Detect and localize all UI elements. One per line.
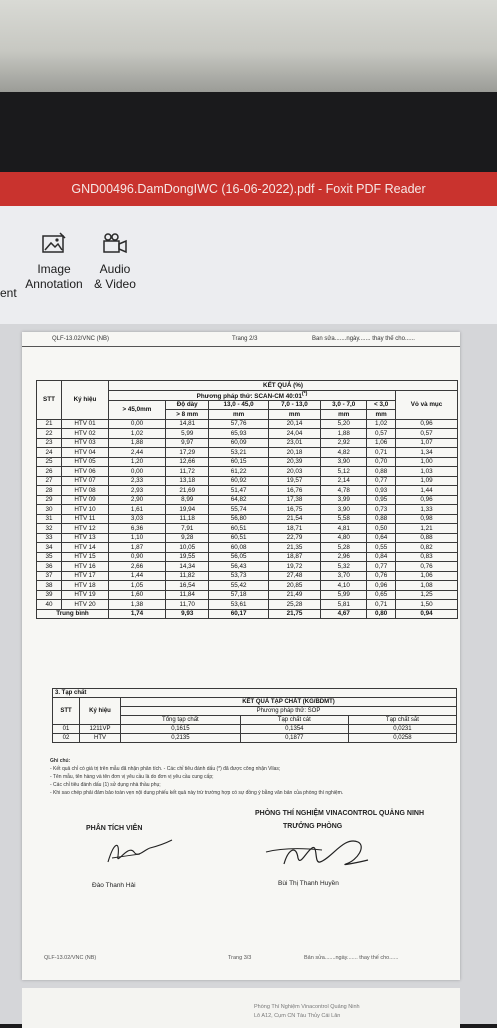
result-cell: 25,28 (268, 600, 321, 610)
result-cell: 1,61 (109, 505, 166, 515)
result-cell: 20,18 (268, 448, 321, 458)
result-cell: 0,96 (396, 495, 458, 505)
result-cell: HTV 11 (62, 514, 109, 524)
audio-video-label-2: & Video (94, 277, 136, 291)
result-cell: 27,48 (268, 571, 321, 581)
result-cell: 2,44 (109, 448, 166, 458)
result-row (37, 514, 458, 524)
result-cell: 0,70 (367, 457, 396, 467)
result-cell: 61,22 (209, 467, 268, 477)
result-cell: 9,97 (165, 438, 209, 448)
result-row (37, 590, 458, 600)
result-cell: 60,15 (209, 457, 268, 467)
result-cell: 14,81 (165, 419, 209, 429)
impurity-title: KẾT QUẢ TẠP CHẤT (KG/BDMT) (121, 698, 457, 707)
notes-line: - Các chỉ tiêu đánh dấu (1) sử dụng nhà thầu phụ; (50, 782, 161, 788)
result-cell: HTV 16 (62, 562, 109, 572)
result-cell: 3,03 (109, 514, 166, 524)
result-cell: 60,09 (209, 438, 268, 448)
result-cell: HTV 09 (62, 495, 109, 505)
notes-title: Ghi chú: (50, 758, 71, 764)
result-cell: 40 (37, 600, 62, 610)
average-cell: 9,93 (165, 609, 209, 619)
page-header-page: Trang 2/3 (232, 336, 258, 342)
result-cell: 26 (37, 467, 62, 477)
result-cell: 30 (37, 505, 62, 515)
result-row (37, 495, 458, 505)
result-cell: 53,21 (209, 448, 268, 458)
result-cell: 0,83 (396, 552, 458, 562)
ribbon-cut-label: ent (0, 286, 17, 300)
notes-line: - Kết quả chỉ có giá trị trên mẫu đã nhận phân tích. - Các chỉ tiêu đánh dấu (*) đã được công nhận Vilas; (50, 766, 281, 772)
imp-col-ky-hieu: Ký hiệu (80, 698, 121, 725)
average-cell: 4,67 (321, 609, 367, 619)
result-cell: 19,94 (165, 505, 209, 515)
result-cell: 2,90 (109, 495, 166, 505)
result-cell: 32 (37, 524, 62, 534)
result-cell: 0,55 (367, 543, 396, 553)
result-row (37, 562, 458, 572)
result-row (37, 543, 458, 553)
imp-col-iron: Tạp chất sắt (348, 716, 456, 725)
result-cell: 0,88 (367, 514, 396, 524)
result-cell: HTV 13 (62, 533, 109, 543)
result-row (37, 505, 458, 515)
result-cell: 1,50 (396, 600, 458, 610)
header-divider (22, 346, 460, 347)
result-cell: 11,82 (165, 571, 209, 581)
result-cell: 11,70 (165, 600, 209, 610)
average-label: Trung bình (37, 609, 109, 619)
result-cell: 19,72 (268, 562, 321, 572)
result-cell: 0,76 (396, 562, 458, 572)
result-cell: 0,93 (367, 486, 396, 496)
result-cell: 11,84 (165, 590, 209, 600)
analyst-title: PHÂN TÍCH VIÊN (86, 825, 143, 832)
result-cell: HTV 08 (62, 486, 109, 496)
result-cell: 0,82 (396, 543, 458, 553)
result-cell: 57,76 (209, 419, 268, 429)
result-cell: HTV 19 (62, 590, 109, 600)
result-cell: 34 (37, 543, 62, 553)
notes-line: - Tên mẫu, tên hàng và tên đơn vị yêu cầu là do đơn vị yêu cầu cung cấp; (50, 774, 214, 780)
result-row (37, 533, 458, 543)
result-cell: 0,95 (367, 495, 396, 505)
col-3-7-a: 3,0 - 7,0 (321, 400, 367, 410)
result-cell: 1,44 (396, 486, 458, 496)
col-13-45-a: 13,0 - 45,0 (209, 400, 268, 410)
results-title: KẾT QUẢ (%) (109, 381, 458, 391)
result-cell: 20,85 (268, 581, 321, 591)
result-cell: 1,10 (109, 533, 166, 543)
image-annotation-label-1: Image (37, 262, 71, 276)
result-cell: 1,87 (109, 543, 166, 553)
result-cell: 8,99 (165, 495, 209, 505)
result-cell: 0,73 (367, 505, 396, 515)
result-cell: 4,81 (321, 524, 367, 534)
result-cell: 53,61 (209, 600, 268, 610)
result-cell: 60,51 (209, 524, 268, 534)
video-camera-icon (102, 232, 128, 256)
background-wall (0, 0, 497, 92)
result-cell: 3,99 (321, 495, 367, 505)
result-cell: 1,00 (396, 457, 458, 467)
result-cell: 1,44 (109, 571, 166, 581)
result-cell: 18,71 (268, 524, 321, 534)
imp-col-total: Tổng tạp chất (121, 716, 241, 725)
result-row (37, 476, 458, 486)
result-cell: 38 (37, 581, 62, 591)
col-lt3-b: mm (367, 410, 396, 420)
result-cell: 1,38 (109, 600, 166, 610)
result-cell: 14,34 (165, 562, 209, 572)
col-gt45: > 45,0mm (109, 400, 166, 419)
result-cell: 55,74 (209, 505, 268, 515)
result-cell: 29 (37, 495, 62, 505)
result-cell: 1,06 (396, 571, 458, 581)
result-cell: 28 (37, 486, 62, 496)
result-cell: 55,42 (209, 581, 268, 591)
result-cell: HTV 01 (62, 419, 109, 429)
result-cell: 1,09 (396, 476, 458, 486)
result-cell: 21 (37, 419, 62, 429)
impurity-cell: 0,0258 (348, 734, 456, 743)
result-cell: HTV 05 (62, 457, 109, 467)
impurity-section-title: 3. Tạp chất (53, 689, 457, 698)
next-page-line: Phòng Thí Nghiệm Vinacontrol Quảng Ninh (254, 1004, 360, 1010)
result-cell: 1,08 (396, 581, 458, 591)
next-page-line: Lô A12, Cụm CN Tàu Thủy Cái Lân (254, 1013, 341, 1019)
result-row (37, 600, 458, 610)
result-cell: 0,57 (396, 429, 458, 439)
result-cell: 0,71 (367, 448, 396, 458)
result-cell: HTV 18 (62, 581, 109, 591)
result-cell: 56,05 (209, 552, 268, 562)
result-row (37, 429, 458, 439)
result-row (37, 438, 458, 448)
result-cell: 6,36 (109, 524, 166, 534)
result-cell: 0,00 (109, 467, 166, 477)
result-cell: 19,57 (268, 476, 321, 486)
result-cell: 4,80 (321, 533, 367, 543)
result-cell: 11,18 (165, 514, 209, 524)
result-cell: 1,60 (109, 590, 166, 600)
result-row (37, 524, 458, 534)
result-cell: 0,84 (367, 552, 396, 562)
result-cell: 5,99 (165, 429, 209, 439)
results-table (36, 380, 458, 619)
result-cell: 0,96 (396, 419, 458, 429)
result-cell: 1,05 (109, 581, 166, 591)
result-cell: 56,80 (209, 514, 268, 524)
head-name: Bùi Thị Thanh Huyền (278, 880, 339, 887)
col-stt: STT (37, 381, 62, 420)
result-cell: 21,69 (165, 486, 209, 496)
result-cell: 35 (37, 552, 62, 562)
result-cell: 57,18 (209, 590, 268, 600)
audio-video-button[interactable] (88, 232, 142, 292)
result-cell: HTV 14 (62, 543, 109, 553)
result-cell: 22,79 (268, 533, 321, 543)
result-cell: 37 (37, 571, 62, 581)
result-cell: HTV 20 (62, 600, 109, 610)
result-cell: 39 (37, 590, 62, 600)
window-title: GND00496.DamDongIWC (16-06-2022).pdf - Foxit PDF Reader (0, 172, 497, 206)
result-row (37, 552, 458, 562)
result-cell: 53,73 (209, 571, 268, 581)
result-cell: 5,12 (321, 467, 367, 477)
result-cell: 5,32 (321, 562, 367, 572)
impurity-cell: 0,1877 (240, 734, 348, 743)
result-cell: 0,77 (367, 476, 396, 486)
result-cell: 0,77 (367, 562, 396, 572)
result-cell: HTV 10 (62, 505, 109, 515)
result-cell: 5,20 (321, 419, 367, 429)
image-annotation-button[interactable] (22, 232, 86, 292)
ribbon-toolbar (0, 206, 497, 324)
col-7-13-b: mm (268, 410, 321, 420)
result-cell: 2,92 (321, 438, 367, 448)
result-cell: 21,54 (268, 514, 321, 524)
col-thickness-a: Độ dày (165, 400, 209, 410)
result-cell: 5,81 (321, 600, 367, 610)
analyst-signature (100, 832, 180, 872)
result-cell: 24,04 (268, 429, 321, 439)
result-row (37, 419, 458, 429)
result-cell: 4,82 (321, 448, 367, 458)
head-title: TRƯỞNG PHÒNG (283, 823, 343, 830)
result-cell: 3,90 (321, 505, 367, 515)
result-cell: 0,96 (367, 581, 396, 591)
average-cell: 0,94 (396, 609, 458, 619)
head-signature (262, 830, 372, 874)
result-row (37, 448, 458, 458)
results-method: Phương pháp thử: SCAN-CM 40:01(*) (109, 390, 396, 400)
impurity-cell: 0,2135 (121, 734, 241, 743)
result-cell: 0,64 (367, 533, 396, 543)
impurity-cell: 0,1354 (240, 725, 348, 734)
result-cell: 0,76 (367, 571, 396, 581)
result-cell: HTV 02 (62, 429, 109, 439)
result-row (37, 457, 458, 467)
result-cell: 7,91 (165, 524, 209, 534)
average-cell: 21,75 (268, 609, 321, 619)
average-cell: 60,17 (209, 609, 268, 619)
result-cell: 0,88 (396, 533, 458, 543)
col-vo-va-muc: Vỏ và mục (396, 390, 458, 419)
result-cell: 1,88 (109, 438, 166, 448)
result-cell: 3,70 (321, 571, 367, 581)
result-cell: 17,38 (268, 495, 321, 505)
analyst-name: Đào Thanh Hải (92, 882, 136, 889)
image-annotation-icon (41, 232, 67, 256)
result-cell: 19,55 (165, 552, 209, 562)
result-cell: 0,50 (367, 524, 396, 534)
result-cell: 2,66 (109, 562, 166, 572)
result-cell: 16,76 (268, 486, 321, 496)
result-cell: 21,35 (268, 543, 321, 553)
result-cell: 60,51 (209, 533, 268, 543)
result-cell: 2,93 (109, 486, 166, 496)
result-cell: 1,34 (396, 448, 458, 458)
impurity-method: Phương pháp thử: SOP (121, 707, 457, 716)
result-cell: 16,75 (268, 505, 321, 515)
result-cell: 16,54 (165, 581, 209, 591)
result-cell: HTV 03 (62, 438, 109, 448)
result-cell: HTV 17 (62, 571, 109, 581)
col-ky-hieu: Ký hiệu (62, 381, 109, 420)
result-cell: 24 (37, 448, 62, 458)
result-cell: 21,49 (268, 590, 321, 600)
average-cell: 1,74 (109, 609, 166, 619)
result-cell: 10,05 (165, 543, 209, 553)
result-cell: HTV 12 (62, 524, 109, 534)
result-cell: 0,90 (109, 552, 166, 562)
result-cell: 17,29 (165, 448, 209, 458)
page-footer-page: Trang 3/3 (228, 955, 252, 961)
impurity-cell: 02 (53, 734, 80, 743)
page-header-code: QLF-13.02/VNC (NB) (52, 336, 110, 342)
result-cell: 22 (37, 429, 62, 439)
result-cell: 33 (37, 533, 62, 543)
result-cell: 5,28 (321, 543, 367, 553)
result-cell: 60,08 (209, 543, 268, 553)
result-cell: 1,03 (396, 467, 458, 477)
result-cell: 56,43 (209, 562, 268, 572)
result-cell: 23,01 (268, 438, 321, 448)
result-cell: 13,18 (165, 476, 209, 486)
result-row (37, 581, 458, 591)
impurity-table (52, 688, 457, 743)
result-cell: HTV 04 (62, 448, 109, 458)
result-cell: 9,28 (165, 533, 209, 543)
page-footer-code: QLF-13.02/VNC (NB) (44, 955, 97, 961)
result-cell: 11,72 (165, 467, 209, 477)
result-cell: 1,07 (396, 438, 458, 448)
result-cell: 0,65 (367, 590, 396, 600)
notes-line: - Khi sao chép phải đảm bảo toàn vẹn nội dung phiếu kết quả này trừ trường hợp có sự đồng ý bằng văn bản của phòng thí nghiệm. (50, 790, 344, 796)
result-cell: 12,66 (165, 457, 209, 467)
result-cell: 1,06 (367, 438, 396, 448)
impurity-cell: 0,0231 (348, 725, 456, 734)
result-cell: 5,99 (321, 590, 367, 600)
page-header-revision: Ban sửa.......ngày....... thay thế cho...... (312, 336, 415, 342)
col-13-45-b: mm (209, 410, 268, 420)
result-cell: 1,02 (109, 429, 166, 439)
audio-video-label-1: Audio (99, 262, 131, 276)
result-cell: 25 (37, 457, 62, 467)
result-cell: 5,58 (321, 514, 367, 524)
impurity-cell: 1211VP (80, 725, 121, 734)
page-footer-revision: Bản sửa.......ngày....... thay thế cho...... (304, 955, 399, 961)
result-cell: 1,33 (396, 505, 458, 515)
lab-title: PHÒNG THÍ NGHIỆM VINACONTROL QUẢNG NINH (255, 810, 425, 817)
result-cell: HTV 07 (62, 476, 109, 486)
col-3-7-b: mm (321, 410, 367, 420)
result-cell: 0,71 (367, 600, 396, 610)
result-cell: 18,87 (268, 552, 321, 562)
result-cell: 64,82 (209, 495, 268, 505)
result-cell: 2,14 (321, 476, 367, 486)
next-pdf-page (22, 988, 460, 1028)
result-cell: 0,57 (367, 429, 396, 439)
result-cell: 31 (37, 514, 62, 524)
result-cell: 1,02 (367, 419, 396, 429)
imp-col-stt: STT (53, 698, 80, 725)
result-cell: 1,88 (321, 429, 367, 439)
image-annotation-label-2: Annotation (25, 277, 83, 291)
result-cell: 20,14 (268, 419, 321, 429)
average-row (37, 609, 458, 619)
result-cell: 36 (37, 562, 62, 572)
result-row (37, 571, 458, 581)
impurity-row (53, 734, 457, 743)
result-row (37, 467, 458, 477)
result-cell: 4,78 (321, 486, 367, 496)
result-cell: 1,20 (109, 457, 166, 467)
result-cell: 27 (37, 476, 62, 486)
result-cell: 20,39 (268, 457, 321, 467)
result-cell: 23 (37, 438, 62, 448)
result-cell: 0,98 (396, 514, 458, 524)
result-row (37, 486, 458, 496)
result-cell: HTV 15 (62, 552, 109, 562)
result-cell: 60,92 (209, 476, 268, 486)
col-thickness-b: > 8 mm (165, 410, 209, 420)
impurity-cell: 0,1615 (121, 725, 241, 734)
result-cell: 1,25 (396, 590, 458, 600)
result-cell: 4,10 (321, 581, 367, 591)
result-cell: 20,03 (268, 467, 321, 477)
col-lt3-a: < 3,0 (367, 400, 396, 410)
result-cell: 2,33 (109, 476, 166, 486)
impurity-cell: 01 (53, 725, 80, 734)
result-cell: 2,96 (321, 552, 367, 562)
result-cell: 65,93 (209, 429, 268, 439)
result-cell: 0,00 (109, 419, 166, 429)
result-cell: 0,88 (367, 467, 396, 477)
result-cell: HTV 06 (62, 467, 109, 477)
result-cell: 3,90 (321, 457, 367, 467)
monitor-bezel (0, 92, 497, 172)
impurity-cell: HTV (80, 734, 121, 743)
result-cell: 51,47 (209, 486, 268, 496)
average-cell: 0,80 (367, 609, 396, 619)
result-cell: 1,21 (396, 524, 458, 534)
col-7-13-a: 7,0 - 13,0 (268, 400, 321, 410)
impurity-row (53, 725, 457, 734)
imp-col-sand: Tạp chất cát (240, 716, 348, 725)
